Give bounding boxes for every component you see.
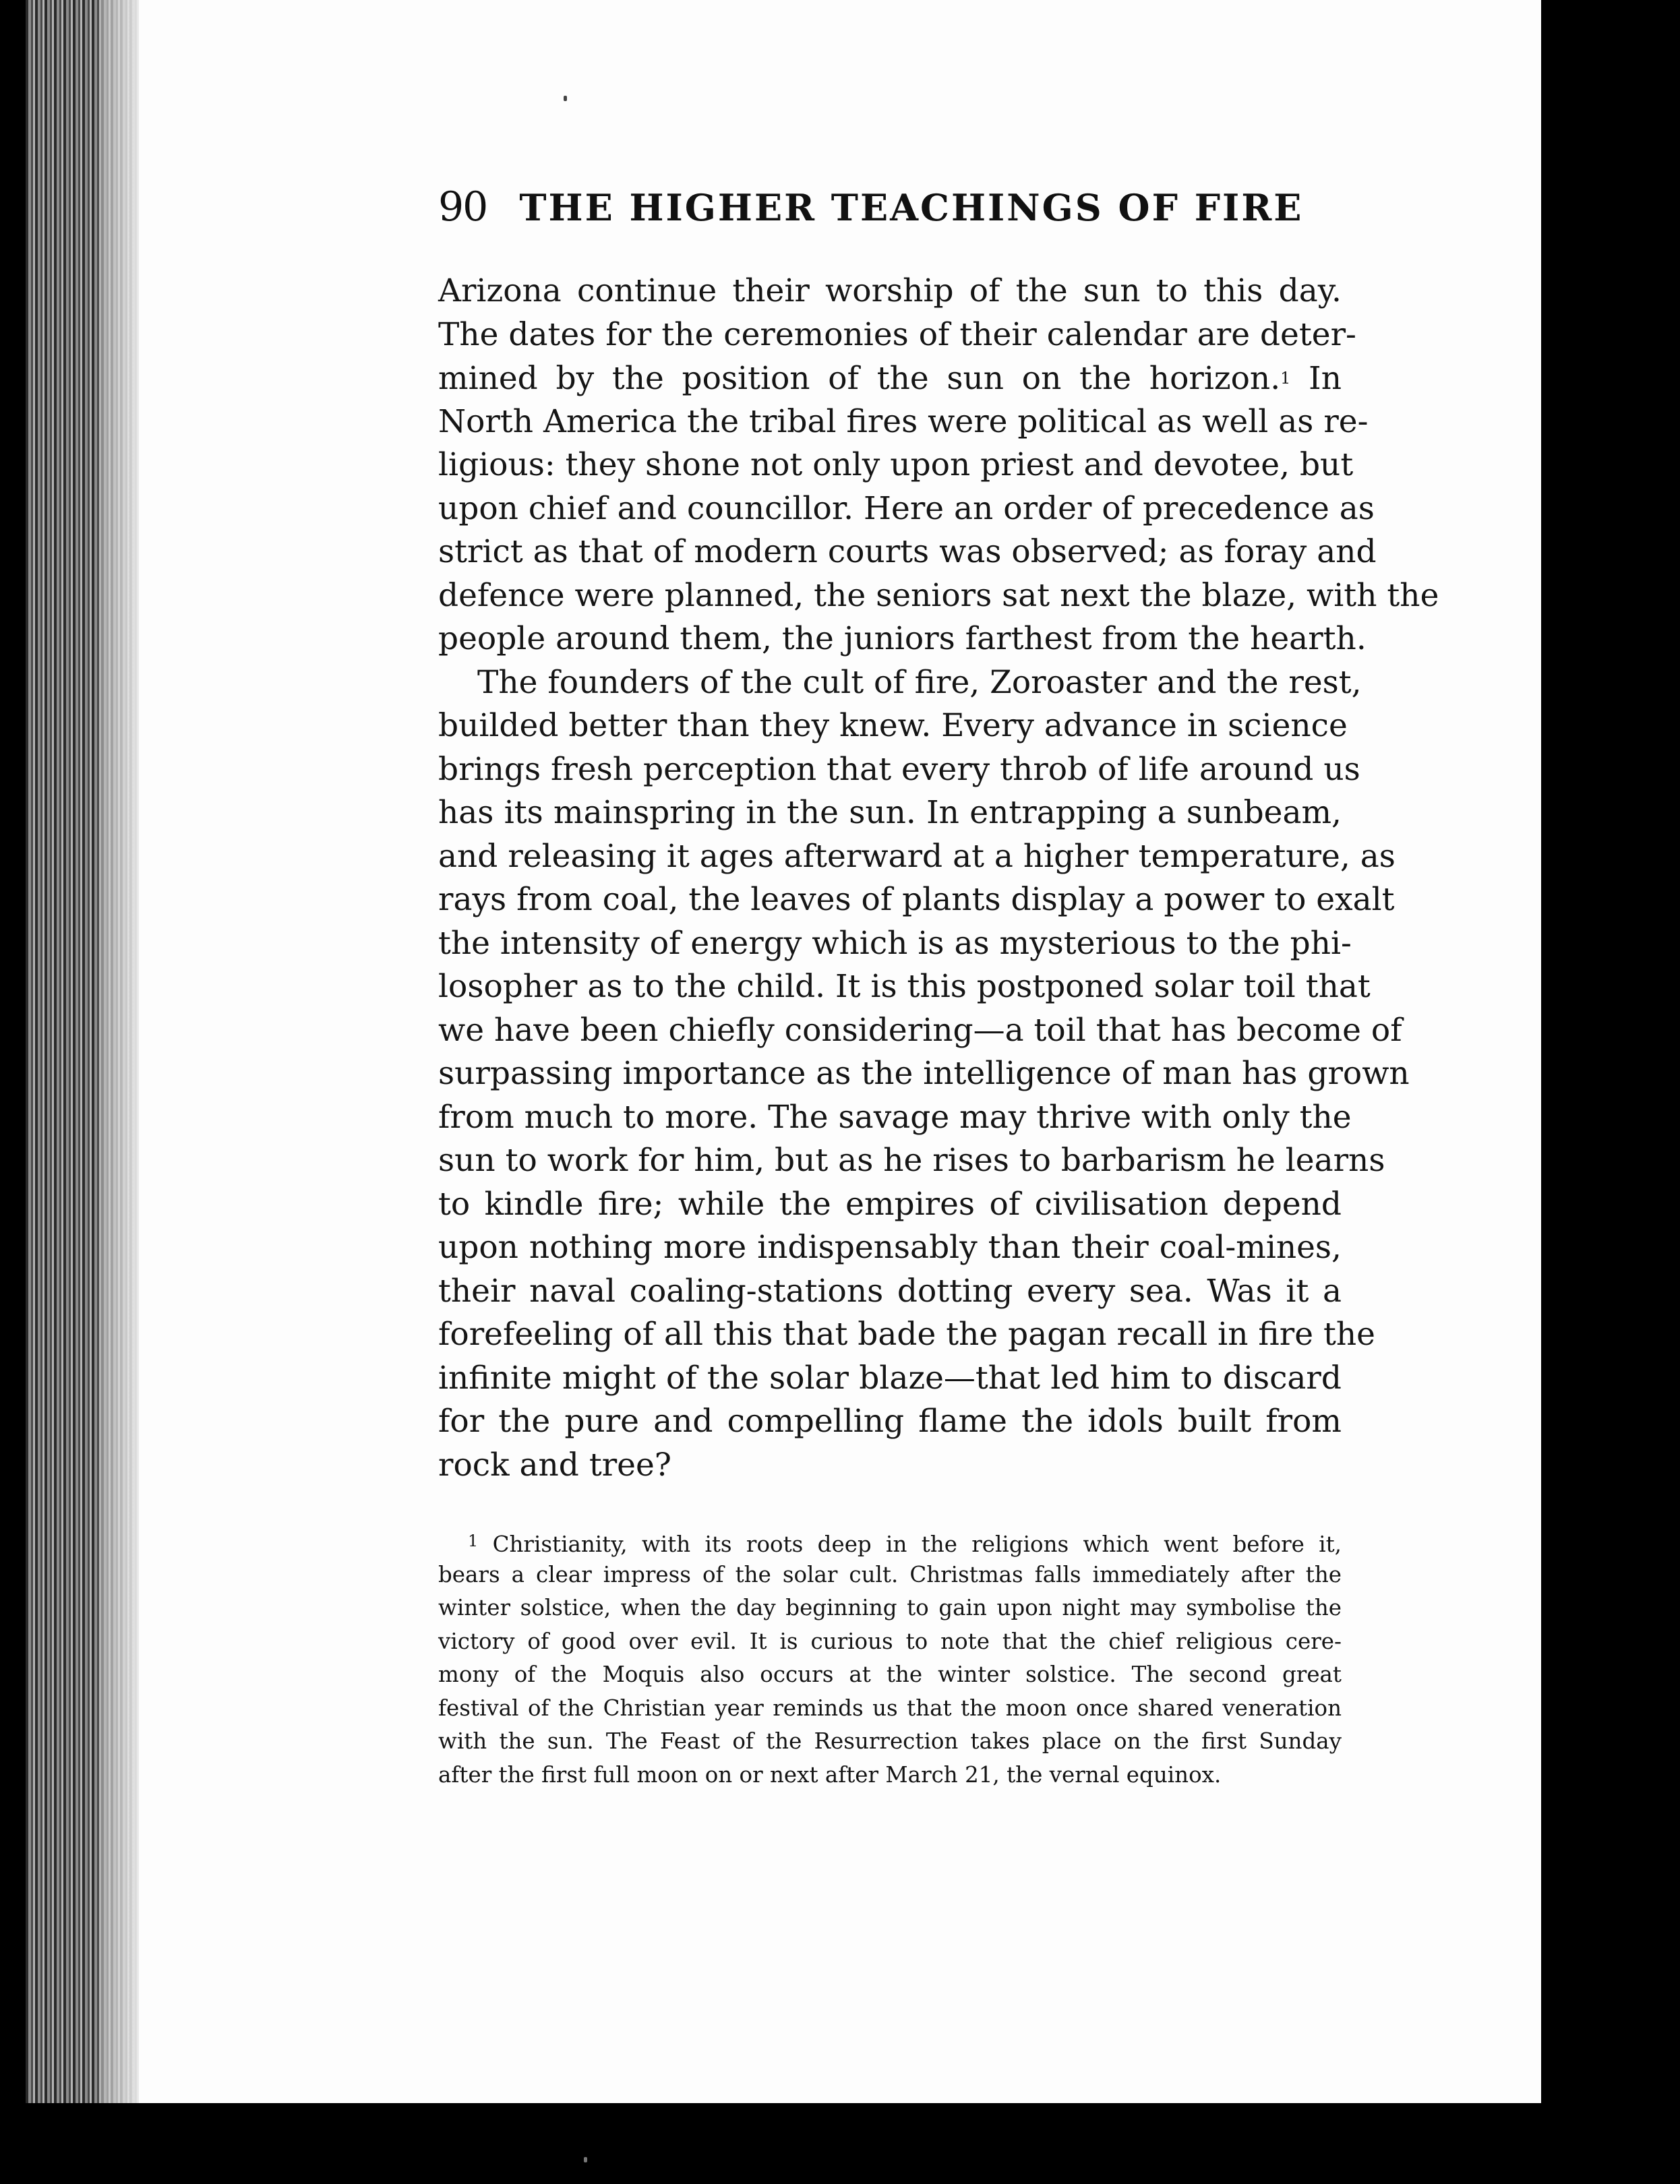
- text-segment: In: [1309, 360, 1342, 397]
- footnote-marker: 1: [468, 1531, 479, 1550]
- page-edge-shadow: [101, 0, 142, 2103]
- dust-speck: [564, 96, 567, 101]
- running-head: [438, 183, 1308, 237]
- text-line: has its mainspring in the sun. In entrapping a sunbeam,: [438, 794, 1342, 831]
- text-line: for the pure and compelling flame the idols built from: [438, 1403, 1342, 1440]
- text-line: The founders of the cult of fire, Zoroaster and the rest,: [477, 663, 1362, 701]
- footnote-line: mony of the Moquis also occurs at the winter solstice. The second great: [438, 1662, 1342, 1687]
- text-line: the intensity of energy which is as mysterious to the phi-: [438, 924, 1352, 962]
- text-line: defence were planned, the seniors sat next the blaze, with the: [438, 576, 1439, 614]
- text-line: rock and tree?: [438, 1446, 672, 1484]
- footnote-line: winter solstice, when the day beginning to gain upon night may symbolise the: [438, 1595, 1342, 1620]
- text-line: forefeeling of all this that bade the pagan recall in fire the: [438, 1316, 1375, 1353]
- running-title: THE HIGHER TEACHINGS OF FIRE: [519, 186, 1304, 229]
- text-line: [438, 357, 1342, 400]
- text-line: and releasing it ages afterward at a higher temperature, as: [438, 837, 1396, 875]
- text-line: sun to work for him, but as he rises to barbarism he learns: [438, 1142, 1385, 1179]
- footnote-line: [438, 1525, 1342, 1558]
- body-text: [438, 270, 1439, 1487]
- text-line: people around them, the juniors farthest from the hearth.: [438, 620, 1367, 657]
- text-segment: mined by the position of the sun on the horizon.: [438, 360, 1281, 397]
- text-line: infinite might of the solar blaze—that led him to discard: [438, 1359, 1342, 1397]
- text-line: upon chief and councillor. Here an order of precedence as: [438, 489, 1375, 527]
- text-line: from much to more. The savage may thrive with only the: [438, 1098, 1352, 1136]
- page-number: 90: [438, 183, 487, 231]
- text-line: Arizona continue their worship of the sun to this day.: [438, 272, 1342, 309]
- text-line: strict as that of modern courts was observed; as foray and: [438, 533, 1377, 570]
- footnote-line: with the sun. The Feast of the Resurrection takes place on the first Sunday: [438, 1728, 1342, 1754]
- text-line: The dates for the ceremonies of their calendar are deter-: [438, 315, 1356, 353]
- text-line: ligious: they shone not only upon priest and devotee, but: [438, 446, 1354, 483]
- text-line: to kindle fire; while the empires of civilisation depend: [438, 1185, 1342, 1223]
- text-line: we have been chiefly considering—a toil that has become of: [438, 1011, 1402, 1049]
- text-line: builded better than they knew. Every advance in science: [438, 707, 1348, 744]
- footnote: [438, 1525, 1342, 1792]
- footnote-text: Christianity, with its roots deep in the religions which went before it,: [492, 1531, 1342, 1557]
- text-line: their naval coaling-stations dotting every sea. Was it a: [438, 1272, 1342, 1310]
- footnote-line: after the first full moon on or next after March 21, the vernal equinox.: [438, 1761, 1222, 1788]
- text-line: rays from coal, the leaves of plants display a power to exalt: [438, 881, 1395, 918]
- text-line: North America the tribal fires were political as well as re-: [438, 402, 1369, 440]
- bottom-scan-margin: [0, 2103, 1680, 2184]
- footnote-line: victory of good over evil. It is curious to note that the chief religious cere-: [438, 1628, 1342, 1654]
- footnote-line: festival of the Christian year reminds us that the moon once shared veneration: [438, 1695, 1342, 1721]
- text-line: surpassing importance as the intelligence of man has grown: [438, 1055, 1410, 1092]
- text-line: upon nothing more indispensably than their coal-mines,: [438, 1229, 1342, 1266]
- text-line: losopher as to the child. It is this postponed solar toil that: [438, 968, 1371, 1005]
- text-line: brings fresh perception that every throb of life around us: [438, 750, 1360, 788]
- footnote-line: bears a clear impress of the solar cult. Christmas falls immediately after the: [438, 1561, 1342, 1587]
- dust-speck: [584, 2157, 587, 2162]
- footnote-reference: 1: [1280, 369, 1291, 388]
- right-scan-margin: [1541, 0, 1680, 2184]
